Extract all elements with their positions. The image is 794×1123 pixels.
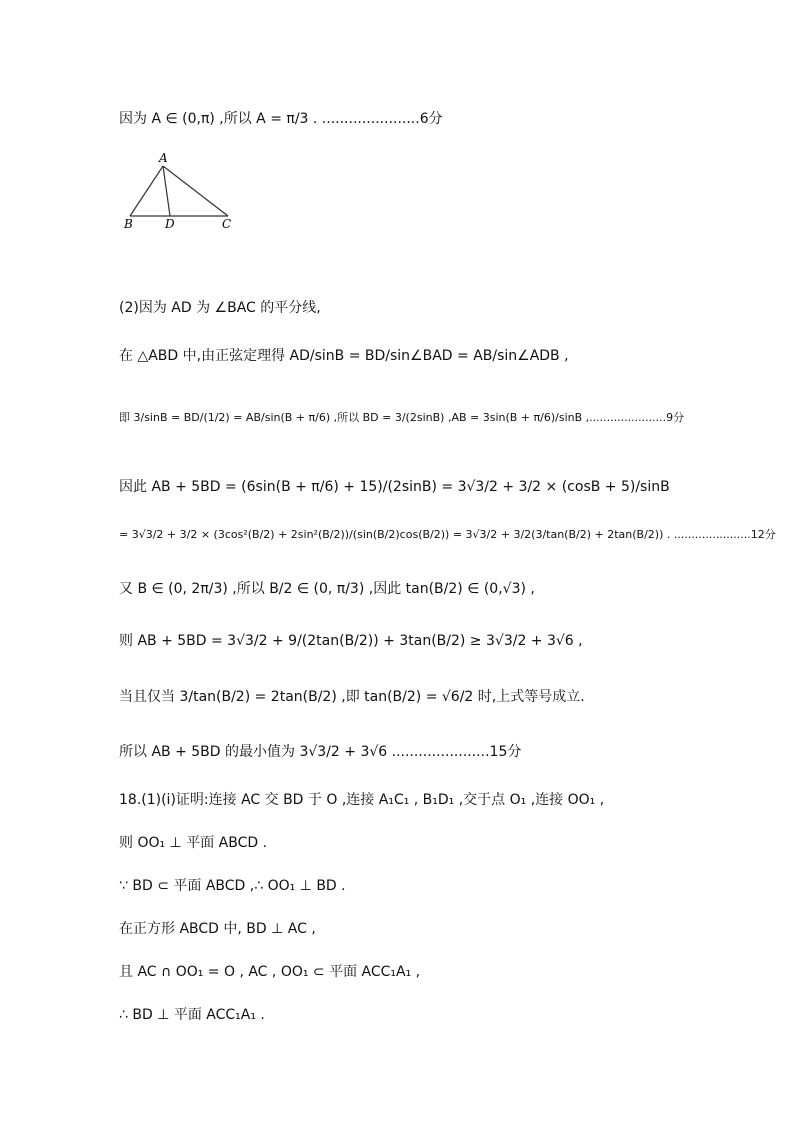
triangle-lines [130,166,228,216]
line-11: 18.(1)(i)证明:连接 AC 交 BD 于 O ,连接 A₁C₁ , B₁D₁ ,交于点 O₁ ,连接 OO₁ , [119,792,605,808]
line-2: (2)因为 AD 为 ∠BAC 的平分线, [119,300,321,316]
line-12: 则 OO₁ ⊥ 平面 ABCD . [119,835,268,851]
line-10: 所以 AB + 5BD 的最小值为 3√3/2 + 3√6 ......................15分 [119,744,522,760]
line-3: 在 △ABD 中,由正弦定理得 AD/sinB = BD/sin∠BAD = AB/sin∠ADB , [119,348,569,364]
triangle-figure [118,150,248,240]
label-B: B [124,217,133,231]
line-7: 又 B ∈ (0, 2π/3) ,所以 B/2 ∈ (0, π/3) ,因此 tan(B/2) ∈ (0,√3) , [119,581,535,597]
line-4: 即 3/sinB = BD/(1/2) = AB/sin(B + π/6) ,所以 BD = 3/(2sinB) ,AB = 3sin(B + π/6)/sinB ,......................9分 [119,411,685,424]
line-9: 当且仅当 3/tan(B/2) = 2tan(B/2) ,即 tan(B/2) = √6/2 时,上式等号成立. [119,689,585,705]
label-C: C [222,217,232,231]
line-8: 则 AB + 5BD = 3√3/2 + 9/(2tan(B/2)) + 3tan(B/2) ≥ 3√3/2 + 3√6 , [119,633,583,649]
line-1: 因为 A ∈ (0,π) ,所以 A = π/3 . ......................6分 [119,111,443,127]
line-14: 在正方形 ABCD 中, BD ⊥ AC , [119,921,316,937]
line-15: 且 AC ∩ OO₁ = O , AC , OO₁ ⊂ 平面 ACC₁A₁ , [119,964,421,980]
line-5: 因此 AB + 5BD = (6sin(B + π/6) + 15)/(2sinB) = 3√3/2 + 3/2 × (cosB + 5)/sinB [119,479,670,495]
line-16: ∴ BD ⊥ 平面 ACC₁A₁ . [119,1007,265,1023]
line-13: ∵ BD ⊂ 平面 ABCD ,∴ OO₁ ⊥ BD . [119,878,346,894]
label-A: A [159,151,168,165]
line-6: = 3√3/2 + 3/2 × (3cos²(B/2) + 2sin²(B/2))/(sin(B/2)cos(B/2)) = 3√3/2 + 3/2(3/tan(B/2) + 2tan(B/2)) . ......................12分 [119,528,776,541]
label-D: D [165,217,175,231]
